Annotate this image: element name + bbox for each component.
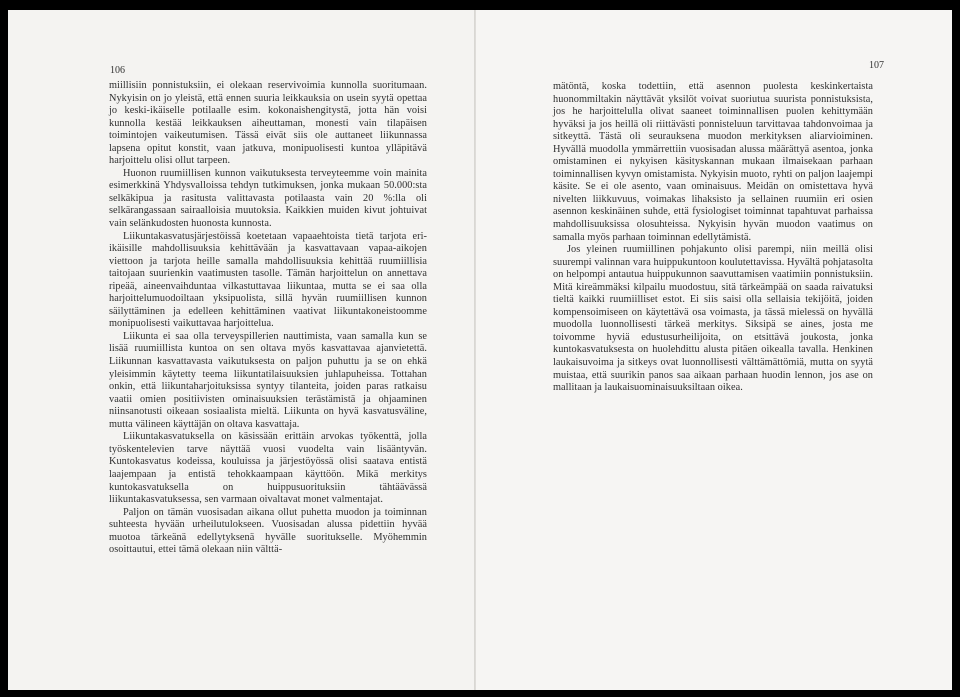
paragraph: Liikuntakasvatuksella on käsissään erittäin arvokas työkenttä, jolla työskentelevien tarve näyttää vuosi vuodelta vain lisääntyvän. Kuntokasvatus kodeissa, kouluissa ja järjestöyössä olisi saatava entistä laajempaan ja entistä tehokkaampaan käyttöön. Mikä merkitys kuntokasvatuksella on huippusuorituksiin tähtäävässä liikuntakasvatuksessa, sen varmaan oivaltavat monet valmentajat. xyxy=(109,431,427,506)
paragraph: mätöntä, koska todettiin, että asennon puolesta keskinkertaista huonommiltakin näyttävät yksilöt voivat suoriutua suurista ponnistuksista, jos he harjoittelulla olivat saaneet toiminnallisen puolen kehittymään hyväksi ja jos heillä oli riittävästi ponnisteluun tarvittavaa tahdonvoimaa ja sitkeyttä. Tästä oli seurauksena muodon merkityksen aliarvioiminen. Hyvällä muodolla ymmärrettiin vuosisadan alussa määrättyä asentoa, jonka omistaminen ei nykyisen käsityskannan mukaan ilmaisekaan parhaan toiminnallisen kyvyn omistamista. Nykyisin muoto, ryhti on paljon laajempi käsite. Se ei ole asento, vaan ominaisuus. Meidän on omistettava hyvä nivelten liikkuvuus, voimakas lihaksisto ja sellainen ruumiin eri osien asennon keskinäinen suhde, että fysiologiset toiminnat tapahtuvat parhaissa mahdollisuuksissa olosuhteissa. Nykyisin hyvän muodon vaatimus on samalla myös parhaan toiminnan edellytämistä. xyxy=(553,81,873,243)
paragraph: Liikuntakasvatusjärjestöissä koetetaan vapaaehtoista tietä tarjota eri-ikäisille mahdollisuuksia kehittävään ja kasvattavaan vapaa-aikojen viettoon ja tarjota heille samalla mahdollisuuksia kehittää ruumiillisia taitojaan suurienkin vaatimusten tasolle. Tämän harjoittelun on annettava ripeää, aineenvaihduntaa vilkastuttavaa liikuntaa, mutta se ei saa olla harjoittelumuodoiltaan yksipuolista, sillä hyvän ruumiillisen kunnon säilyttäminen ja edelleen kehittäminen vaativat liikuntakoneistoomme monipuolisesti vaikuttavaa harjoittelua. xyxy=(109,230,427,330)
right-page xyxy=(476,10,952,690)
paragraph: miillisiin ponnistuksiin, ei olekaan reservivoimia kunnolla suoritumaan. Nykyisin on jo yleistä, että ennen suuria leikkauksia on usein syytä opettaa jo keski-ikäiselle potilaalle esim. kokonaishengitystä, jotta hän voisi kunnolla kestää leikkauksen aiheuttaman, monesti vain tilapäisen toimintojen vaikeutumisen. Tässä eivät siis ole auttaneet liikunnassa lapsena opitut konstit, vaan jatkuva, monipuolisesti kuntoa ylläpitävä harjoittelu olisi ollut tarpeen. xyxy=(109,80,427,167)
paragraph: Jos yleinen ruumiillinen pohjakunto olisi parempi, niin meillä olisi suurempi valinnan vara huippukuntoon koulutettavissa. Hyvältä pohjatasolta on helpompi antautua huippukunnon saavuttamisen vaatimiin ponnistuksiin. Mitä kireämmäksi kilpailu muodostuu, sitä tärkeämpää on saada raivatuksi tieltä kaikki ruumiilliset estot. Ei siis saisi olla sellaisia tekijöitä, joiden kompensoimiseen on käytettävä osa voimasta, ja tässä mielessä on hyvällä muodolla luonnollisesti tärkeä merkitys. Siksipä se aines, josta me toivomme hyviä edustusurheilijoita, on etsittävä joukosta, jonka kuntokasvatuksesta on huolehdittu alusta pitäen oikealla tavalla. Henkinen laukaisuvoima ja sitkeys ovat luonnollisesti välttämättömiä, mutta on syytä muistaa, että suurikin panos saa aikaan parhaan huodin lennon, jos ase on mallitaan ja laukaisuominaisuuksiltaan oikea. xyxy=(553,244,873,394)
page-number-left: 106 xyxy=(110,65,125,76)
paragraph: Huonon ruumiillisen kunnon vaikutuksesta terveyteemme voin mainita esimerkkinä Yhdysvalloissa tehdyn tutkimuksen, jonka mukaan 50.000:sta selkäkipua ja rasitusta valittavasta potilaasta vain 20 %:lla oli selkärangassaan sairaalloisia muutoksia. Kaikkien muiden kivut johtuivat vain selänkudosten huonosta kunnosta. xyxy=(109,167,427,230)
paragraph: Paljon on tämän vuosisadan aikana ollut puhetta muodon ja toiminnan suhteesta hyvään urheilutulokseen. Vuosisadan alussa pidettiin hyvää muotoa tärkeänä edellytyksenä hyvälle suoritukselle. Myöhemmin osoittautui, ettei tämä olekaan niin välttä- xyxy=(109,506,427,556)
page-number-right: 107 xyxy=(869,60,884,71)
left-page xyxy=(8,10,476,690)
left-page-body xyxy=(109,80,427,557)
right-page-body xyxy=(553,81,873,395)
paragraph: Liikunta ei saa olla terveyspillerien nauttimista, vaan samalla kun se lisää ruumiillista kuntoa on sen oltava myös kasvattavaa ajanvietettä. Liikunnan kasvattavasta vaikutuksesta on paljon puhuttu ja se on ehkä yleisimmin käytetty teema liikuntatilaisuuksien juhlapuheissa. Tottahan onkin, että liikuntaharjoituksissa syntyy tilanteita, joiden paras ratkaisu vaatii omien positiivisten ominaisuuksien terästämistä ja ohjaaminen niinsanotusti oikeaan sosiaalista mieltä. Liikunta on hyvä kasvatusväline, mutta välineen käyttäjän on oltava kasvattaja. xyxy=(109,330,427,430)
